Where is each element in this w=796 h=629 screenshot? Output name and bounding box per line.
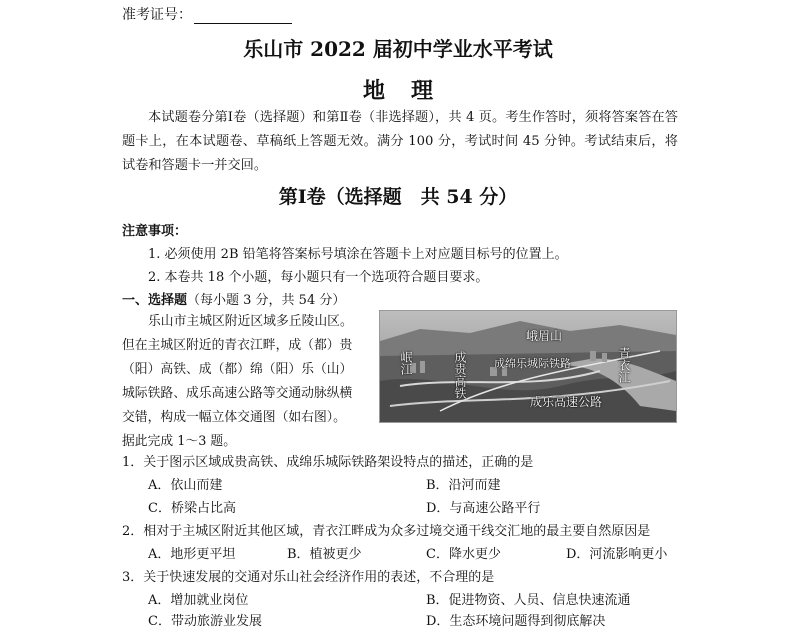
question-2-stem: 2．相对于主城区附近其他区域，青衣江畔成为众多过境交通干线交汇地的最主要自然原因是 (122, 524, 651, 539)
label-chengmianle-rail: 成绵乐城际铁路 (494, 357, 571, 370)
q1-option-d: D．与高速公路平行 (426, 501, 541, 516)
q2-option-c: C．降水更少 (426, 547, 501, 562)
notice-item: 2. 本卷共 18 个小题，每小题只有一个选项符合题目要求。 (148, 270, 489, 285)
exam-id-label: 准考证号： (122, 7, 192, 23)
passage-line: 乐山市主城区附近区域多丘陵山区。 (148, 314, 353, 329)
label-emei-mountain: 峨眉山 (526, 329, 563, 343)
part-heading (122, 289, 345, 308)
reading-passage (122, 310, 366, 454)
q1-option-b: B．沿河而建 (426, 478, 501, 493)
passage-line: （阳）高铁、成（都）绵（阳）乐（山） (122, 362, 353, 377)
label-river-left: 岷江 (399, 351, 413, 375)
q3-option-a: A．增加就业岗位 (148, 593, 249, 608)
exam-title: 乐山市 2022 届初中学业水平考试 (243, 37, 553, 61)
passage-line: 城际铁路、成乐高速公路等交通动脉纵横 (122, 386, 353, 401)
passage-line: 交错，构成一幅立体交通图（如右图）。 (122, 410, 346, 425)
part-label: 一、选择题 (122, 293, 188, 308)
q3-option-d: D．生态环境问题得到彻底解决 (426, 614, 606, 629)
label-river-right: 青衣江 (617, 347, 631, 383)
q3-option-b: B．促进物资、人员、信息快速流通 (426, 593, 631, 608)
q1-option-c: C．桥梁占比高 (148, 501, 236, 516)
question-1-stem: 1．关于图示区域成贵高铁、成绵乐城际铁路架设特点的描述，正确的是 (122, 455, 534, 470)
q3-option-c: C．带动旅游业发展 (148, 614, 262, 629)
q2-option-a: A．地形更平坦 (148, 547, 236, 562)
passage-line: 据此完成 1～3 题。 (122, 434, 236, 449)
q2-option-b: B．植被更少 (287, 547, 362, 562)
label-chenggui-rail: 成贵高铁 (453, 351, 467, 399)
notice-item: 1. 必须使用 2B 铅笔将答案标号填涂在答题卡上对应题目标号的位置上。 (148, 247, 568, 262)
exam-id-field (122, 4, 292, 24)
aerial-traffic-photo (379, 310, 677, 423)
section-title: 第Ⅰ卷（选择题 共 54 分） (278, 186, 518, 208)
q2-option-d: D．河流影响更小 (566, 547, 668, 562)
question-3-stem: 3．关于快速发展的交通对乐山社会经济作用的表述，不合理的是 (122, 570, 495, 585)
part-note: （每小题 3 分，共 54 分） (187, 293, 346, 308)
notice-label: 注意事项： (122, 224, 188, 239)
q1-option-a: A．依山而建 (148, 478, 223, 493)
subject-title: 地理 (362, 78, 459, 104)
label-chengle-highway: 成乐高速公路 (530, 395, 603, 409)
exam-instructions: 本试题卷分第Ⅰ卷（选择题）和第Ⅱ卷（非选择题），共 4 页。考生作答时，须将答案答在答题卡上，在本试题卷、草稿纸上答题无效。满分 100 分，考试时间 45 分钟。考试结束后，将试卷和答题卡一并交回。 (122, 110, 678, 173)
passage-line: 但在主城区附近的青衣江畔，成（都）贵 (122, 338, 353, 353)
exam-id-blank (194, 9, 292, 24)
